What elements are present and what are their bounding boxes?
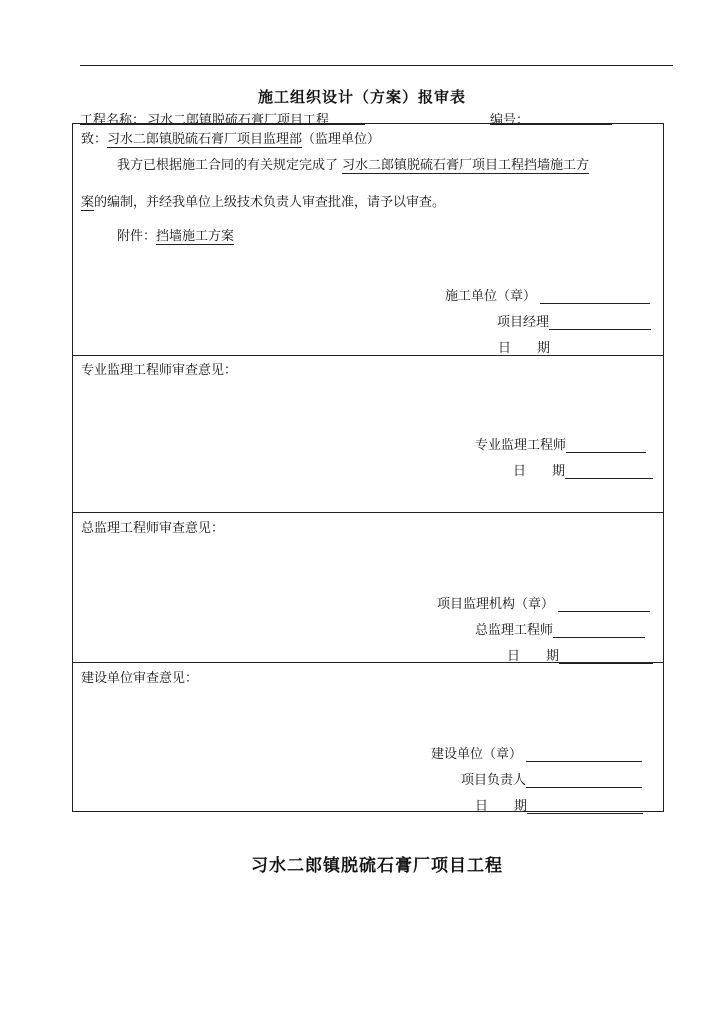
- contractor-seal-row: [445, 285, 650, 304]
- owner-date-label: 日 期: [475, 799, 528, 814]
- supervision-agency-row: [437, 593, 650, 612]
- specialist-review-heading: 专业监理工程师审查意见：: [81, 363, 238, 378]
- project-manager-row: [497, 311, 651, 330]
- submission-section: [73, 124, 663, 355]
- number-label: 编号：: [490, 113, 530, 128]
- plan-name-part2: 案: [81, 195, 95, 210]
- chief-review-section: [73, 512, 663, 662]
- owner-responsible-row: [461, 769, 642, 788]
- project-title-footer: 习水二郎镇脱硫石膏厂项目工程: [251, 856, 503, 876]
- owner-review-section: [73, 662, 663, 813]
- owner-date-line: [527, 800, 643, 814]
- submission-date-line: [550, 342, 652, 356]
- attachment-name: 挡墙施工方案: [156, 229, 235, 244]
- recipient-name: 习水二郎镇脱硫石膏厂项目监理部: [107, 132, 303, 147]
- supervision-agency-label: 项目监理机构（章）: [437, 597, 555, 612]
- attachment-label: 附件：: [117, 229, 157, 244]
- body-prefix: 我方已根据施工合同的有关规定完成了: [117, 158, 339, 173]
- form-title: 施工组织设计（方案）报审表: [257, 88, 466, 106]
- to-label: 致：: [81, 132, 108, 147]
- owner-date-row: [475, 795, 643, 814]
- body-line-2: [81, 191, 445, 210]
- chief-review-heading: 总监理工程师审查意见：: [81, 521, 225, 536]
- submission-date-label: 日 期: [498, 341, 551, 356]
- plan-name-part1: 习水二郎镇脱硫石膏厂项目工程挡墙施工方: [342, 158, 590, 173]
- chief-engineer-label: 总监理工程师: [475, 623, 554, 638]
- body-suffix: 的编制，并经我单位上级技术负责人审查批准，请予以审查。: [94, 195, 446, 210]
- submission-date-row: [498, 337, 652, 356]
- contractor-seal-label: 施工单位（章）: [445, 289, 537, 304]
- chief-date-label: 日 期: [507, 649, 560, 664]
- project-manager-label: 项目经理: [497, 315, 550, 330]
- owner-seal-row: [431, 743, 642, 762]
- specialist-review-section: [73, 355, 663, 512]
- attachment-line: [117, 225, 234, 244]
- specialist-engineer-row: [475, 434, 646, 453]
- owner-review-heading: 建设单位审查意见：: [81, 671, 199, 686]
- body-line-1: [117, 154, 589, 173]
- project-manager-line: [549, 316, 651, 330]
- specialist-date-row: [513, 460, 653, 479]
- recipient-suffix: （监理单位）: [302, 132, 381, 147]
- owner-seal-line: [526, 748, 642, 762]
- project-name: 习水二郎镇脱硫石膏厂项目工程: [147, 113, 330, 128]
- specialist-engineer-label: 专业监理工程师: [475, 438, 567, 453]
- chief-engineer-line: [553, 624, 645, 638]
- project-label: 工程名称：: [80, 113, 146, 128]
- owner-seal-label: 建设单位（章）: [431, 747, 523, 762]
- review-form-table: [72, 123, 664, 812]
- specialist-date-line: [565, 465, 653, 479]
- header-rule: [80, 65, 673, 66]
- supervision-agency-line: [558, 598, 650, 612]
- owner-responsible-line: [526, 774, 642, 788]
- specialist-date-label: 日 期: [513, 464, 566, 479]
- contractor-seal-line: [540, 290, 650, 304]
- specialist-engineer-line: [566, 439, 646, 453]
- chief-engineer-row: [475, 619, 645, 638]
- owner-responsible-label: 项目负责人: [461, 773, 527, 788]
- addressee-line: [81, 128, 380, 147]
